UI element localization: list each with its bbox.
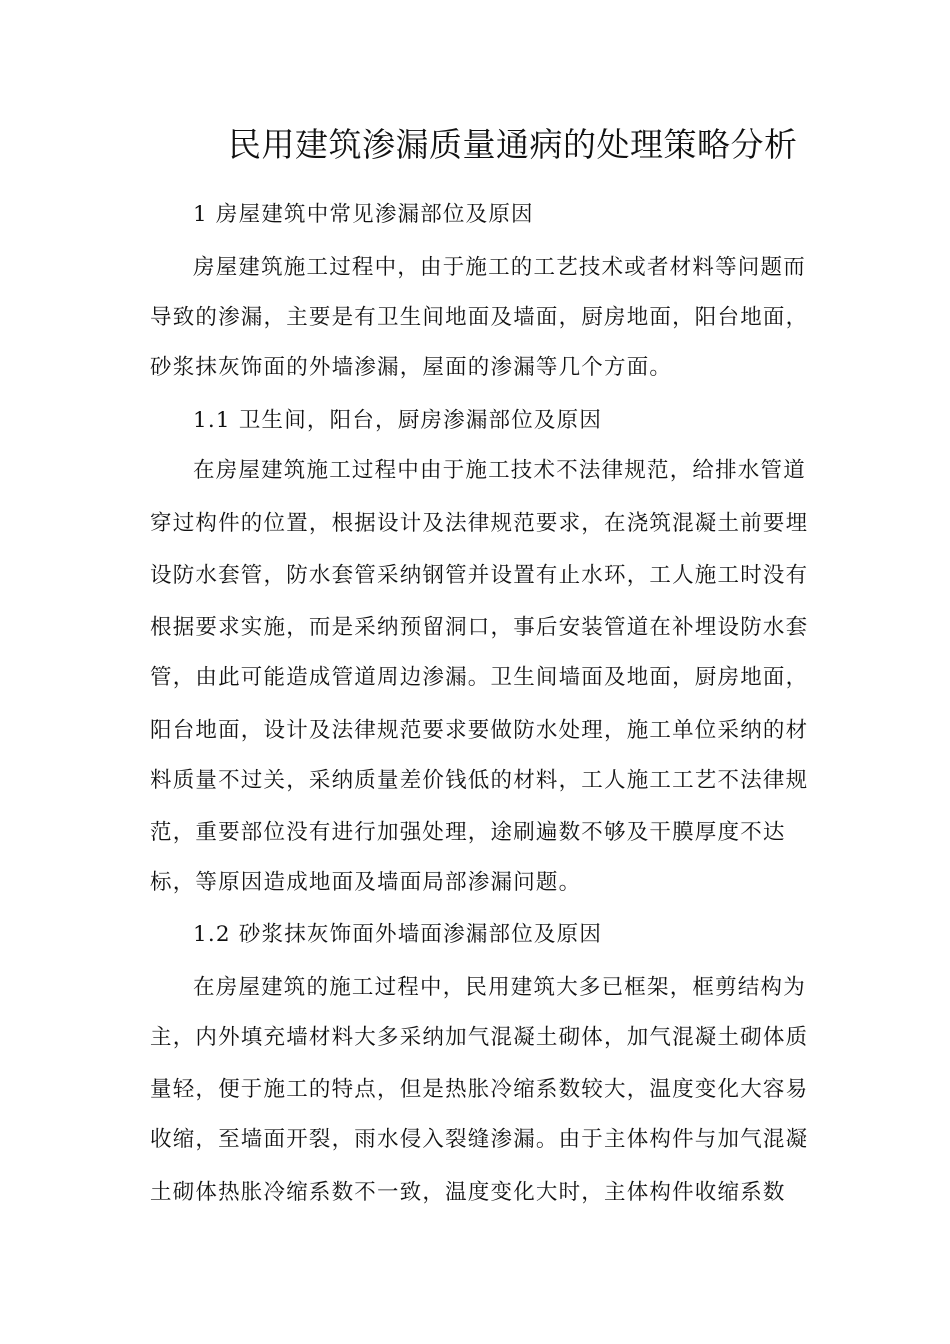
paragraph-line: 土砌体热胀冷缩系数不一致，温度变化大时，主体构件收缩系数 <box>150 1180 786 1205</box>
section-heading-1-2: 1.2 砂浆抹灰饰面外墙面渗漏部位及原因 <box>193 922 603 947</box>
paragraph-line: 收缩，至墙面开裂，雨水侵入裂缝渗漏。由于主体构件与加气混凝 <box>150 1127 809 1152</box>
paragraph-line: 穿过构件的位置，根据设计及法律规范要求，在浇筑混凝土前要埋 <box>150 511 809 536</box>
section-heading-1-1: 1.1 卫生间，阳台，厨房渗漏部位及原因 <box>193 408 603 433</box>
paragraph-line: 根据要求实施，而是采纳预留洞口，事后安装管道在补埋设防水套 <box>150 615 809 640</box>
paragraph-line: 砂浆抹灰饰面的外墙渗漏，屋面的渗漏等几个方面。 <box>150 355 673 380</box>
section-heading-1: 1 房屋建筑中常见渗漏部位及原因 <box>193 202 534 227</box>
document-title: 民用建筑渗漏质量通病的处理策略分析 <box>228 125 798 164</box>
paragraph-line: 导致的渗漏，主要是有卫生间地面及墙面，厨房地面，阳台地面， <box>150 305 809 330</box>
paragraph-line: 阳台地面，设计及法律规范要求要做防水处理，施工单位采纳的材 <box>150 718 809 743</box>
paragraph-line: 主，内外填充墙材料大多采纳加气混凝土砌体，加气混凝土砌体质 <box>150 1025 809 1050</box>
paragraph-line: 设防水套管，防水套管采纳钢管并设置有止水环，工人施工时没有 <box>150 563 809 588</box>
paragraph-line: 标，等原因造成地面及墙面局部渗漏问题。 <box>150 870 582 895</box>
paragraph-line: 范，重要部位没有进行加强处理，途刷遍数不够及干膜厚度不达 <box>150 820 786 845</box>
paragraph-line: 房屋建筑施工过程中，由于施工的工艺技术或者材料等问题而 <box>193 255 806 280</box>
paragraph-line: 量轻，便于施工的特点，但是热胀冷缩系数较大，温度变化大容易 <box>150 1077 809 1102</box>
paragraph-line: 在房屋建筑施工过程中由于施工技术不法律规范，给排水管道 <box>193 458 806 483</box>
paragraph-line: 管，由此可能造成管道周边渗漏。卫生间墙面及地面，厨房地面， <box>150 665 809 690</box>
paragraph-line: 料质量不过关，采纳质量差价钱低的材料，工人施工工艺不法律规 <box>150 768 809 793</box>
paragraph-line: 在房屋建筑的施工过程中，民用建筑大多已框架，框剪结构为 <box>193 975 806 1000</box>
